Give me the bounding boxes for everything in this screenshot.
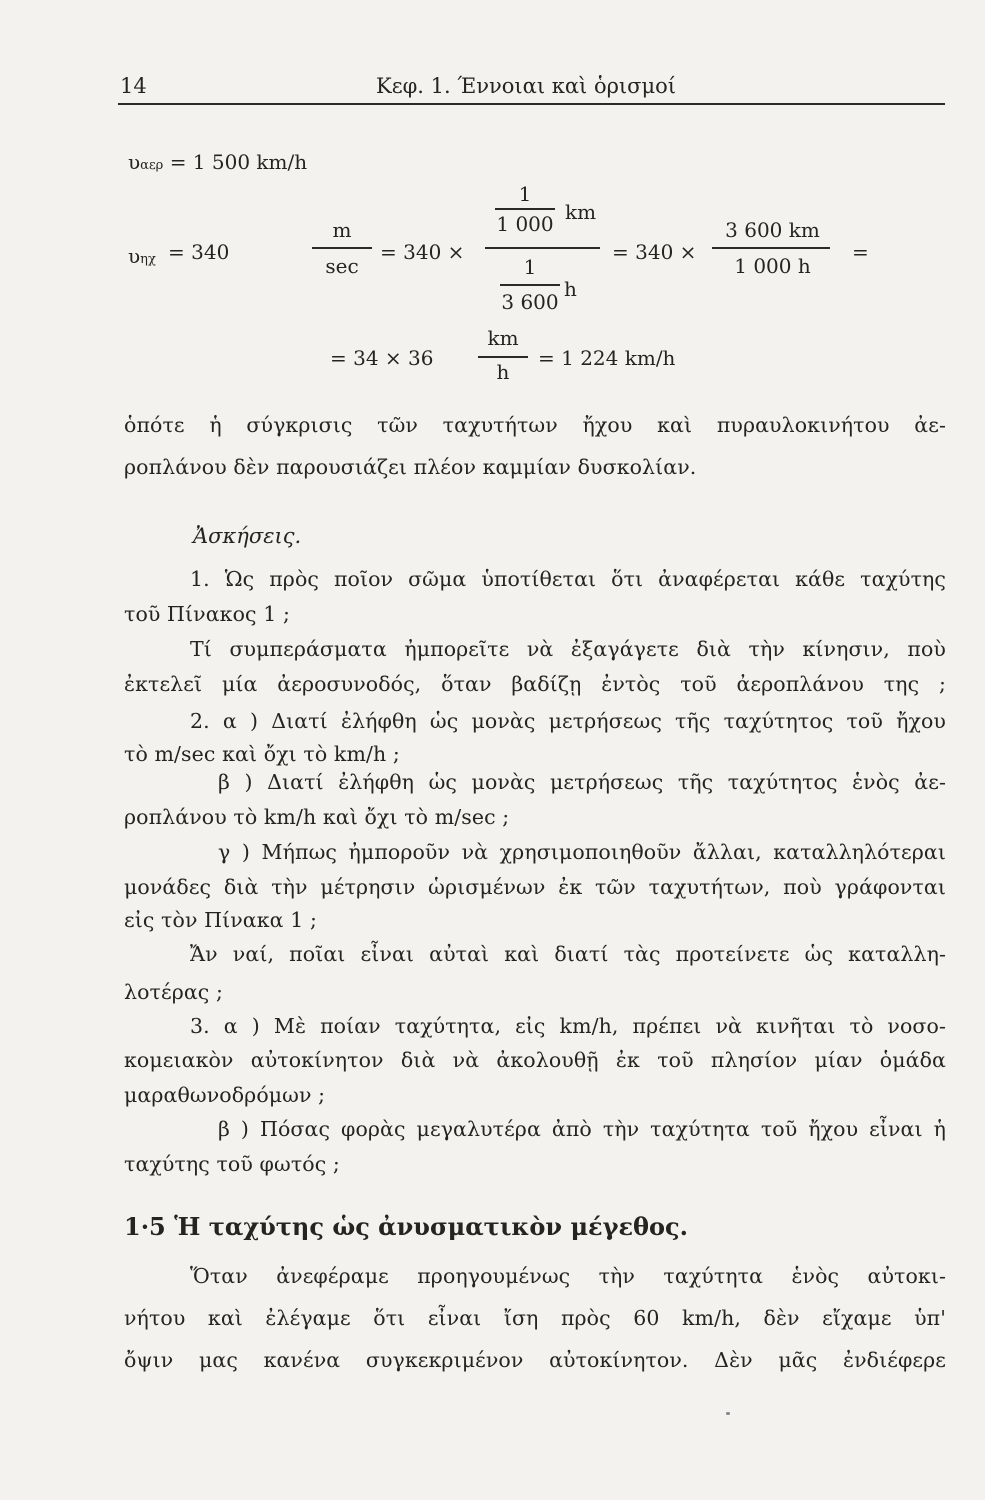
exercise-line: β ) Διατί ἐλήφθη ὡς μονὰς μετρήσεως τῆς ταχύτητος ἑνὸς ἀε- — [218, 770, 946, 794]
eq-part: = 1 224 km/h — [538, 346, 676, 370]
exercise-line: Ἄν ναί, ποῖαι εἶναι αὐταὶ καὶ διατί τὰς προτείνετε ὡς καταλλη- — [190, 942, 946, 966]
ink-speck — [726, 1412, 730, 1415]
main-fraction-bar — [485, 247, 600, 249]
fraction-bar — [478, 356, 528, 358]
header-rule — [118, 103, 945, 105]
eq-part: = 340 × — [612, 240, 697, 264]
unit-h: h — [564, 277, 577, 301]
frac-denominator: h — [496, 360, 510, 384]
exercise-line: κομειακὸν αὐτοκίνητον διὰ νὰ ἀκολουθῇ ἐκ τοῦ πλησίον μίαν ὁμάδα — [124, 1048, 946, 1072]
eq-symbol: υ — [128, 244, 141, 268]
unit-km: km — [565, 200, 597, 224]
exercise-line: 2. α ) Διατί ἐλήφθη ὡς μονὰς μετρήσεως τῆς ταχύτητος τοῦ ἤχου — [190, 709, 946, 733]
frac-numerator: m — [332, 218, 352, 242]
exercise-line: ταχύτης τοῦ φωτός ; — [124, 1152, 340, 1176]
eq-part: = 34 × 36 — [330, 346, 434, 370]
exercise-line: ροπλάνου τὸ km/h καὶ ὄχι τὸ m/sec ; — [124, 805, 510, 829]
frac-numerator: 1 — [523, 255, 537, 279]
section-heading: 1·5 Ἡ ταχύτης ὡς ἀνυσματικὸν μέγεθος. — [124, 1212, 689, 1241]
page-number: 14 — [120, 74, 147, 98]
eq-rhs: = 1 500 km/h — [169, 150, 308, 174]
exercise-line: μονάδες διὰ τὴν μέτρησιν ὡρισμένων ἐκ τῶν ταχυτήτων, ποὺ γράφονται — [124, 875, 946, 899]
exercise-line: Τί συμπεράσματα ἠμπορεῖτε νὰ ἐξαγάγετε διὰ τὴν κίνησιν, ποὺ — [190, 637, 946, 661]
fraction-bar — [500, 284, 560, 286]
eq-symbol: υ — [128, 150, 141, 174]
exercise-line: ἐκτελεῖ μία ἀεροσυνοδός, ὅταν βαδίζῃ ἐντὸς τοῦ ἀεροπλάνου της ; — [124, 672, 946, 696]
frac-numerator: 3 600 km — [725, 218, 820, 242]
exercise-line: β ) Πόσας φορὰς μεγαλυτέρα ἀπὸ τὴν ταχύτητα τοῦ ἤχου εἶναι ἡ — [218, 1117, 946, 1141]
frac-numerator: km — [487, 326, 519, 350]
exercise-line: τὸ m/sec καὶ ὄχι τὸ km/h ; — [124, 742, 400, 766]
running-title: Κεφ. 1. Έννοιαι καὶ ὁρισμοί — [376, 74, 677, 98]
text-line: ὁπότε ἡ σύγκρισις τῶν ταχυτήτων ἤχου καὶ πυραυλοκινήτου ἀε- — [124, 413, 946, 437]
exercise-line: τοῦ Πίνακος 1 ; — [124, 602, 291, 626]
frac-numerator: 1 — [518, 182, 532, 206]
frac-denominator: sec — [325, 254, 359, 278]
frac-denominator: 3 600 — [501, 290, 559, 314]
eq-part: = 340 × — [380, 240, 465, 264]
fraction-bar — [495, 208, 555, 210]
fraction-bar — [712, 247, 830, 249]
frac-denominator: 1 000 h — [734, 254, 811, 278]
exercise-line: 1. Ὡς πρὸς ποῖον σῶμα ὑποτίθεται ὅτι ἀναφέρεται κάθε ταχύτης — [190, 567, 946, 591]
frac-denominator: 1 000 — [496, 212, 554, 236]
exercise-line: μαραθωνοδρόμων ; — [124, 1083, 326, 1107]
eq-part: = 340 — [168, 240, 230, 264]
eq-subscript: ηχ — [140, 252, 156, 267]
text-line: νήτου καὶ ἐλέγαμε ὅτι εἶναι ἴση πρὸς 60 km/h, δὲν εἴχαμε ὑπ' — [124, 1306, 946, 1330]
text-line: Ὅταν ἀνεφέραμε προηγουμένως τὴν ταχύτητα ἑνὸς αὐτοκι- — [190, 1264, 946, 1288]
equation-air-speed — [128, 150, 307, 174]
fraction-bar — [312, 247, 372, 249]
eq-subscript: αερ — [140, 158, 164, 173]
exercise-line: 3. α ) Μὲ ποίαν ταχύτητα, εἰς km/h, πρέπει νὰ κινῆται τὸ νοσο- — [190, 1014, 946, 1038]
exercise-line: γ ) Μήπως ἠμποροῦν νὰ χρησιμοποιηθοῦν ἄλλαι, καταλληλότεραι — [218, 840, 946, 864]
exercises-heading: Ἀσκήσεις. — [193, 524, 302, 548]
text-line: ὄψιν μας κανένα συγκεκριμένον αὐτοκίνητον. Δὲν μᾶς ἐνδιέφερε — [124, 1348, 946, 1372]
text-line: ροπλάνου δὲν παρουσιάζει πλέον καμμίαν δυσκολίαν. — [124, 455, 697, 479]
eq-part: = — [852, 240, 869, 264]
exercise-line: εἰς τὸν Πίνακα 1 ; — [124, 908, 317, 932]
exercise-line: λοτέρας ; — [124, 980, 223, 1004]
